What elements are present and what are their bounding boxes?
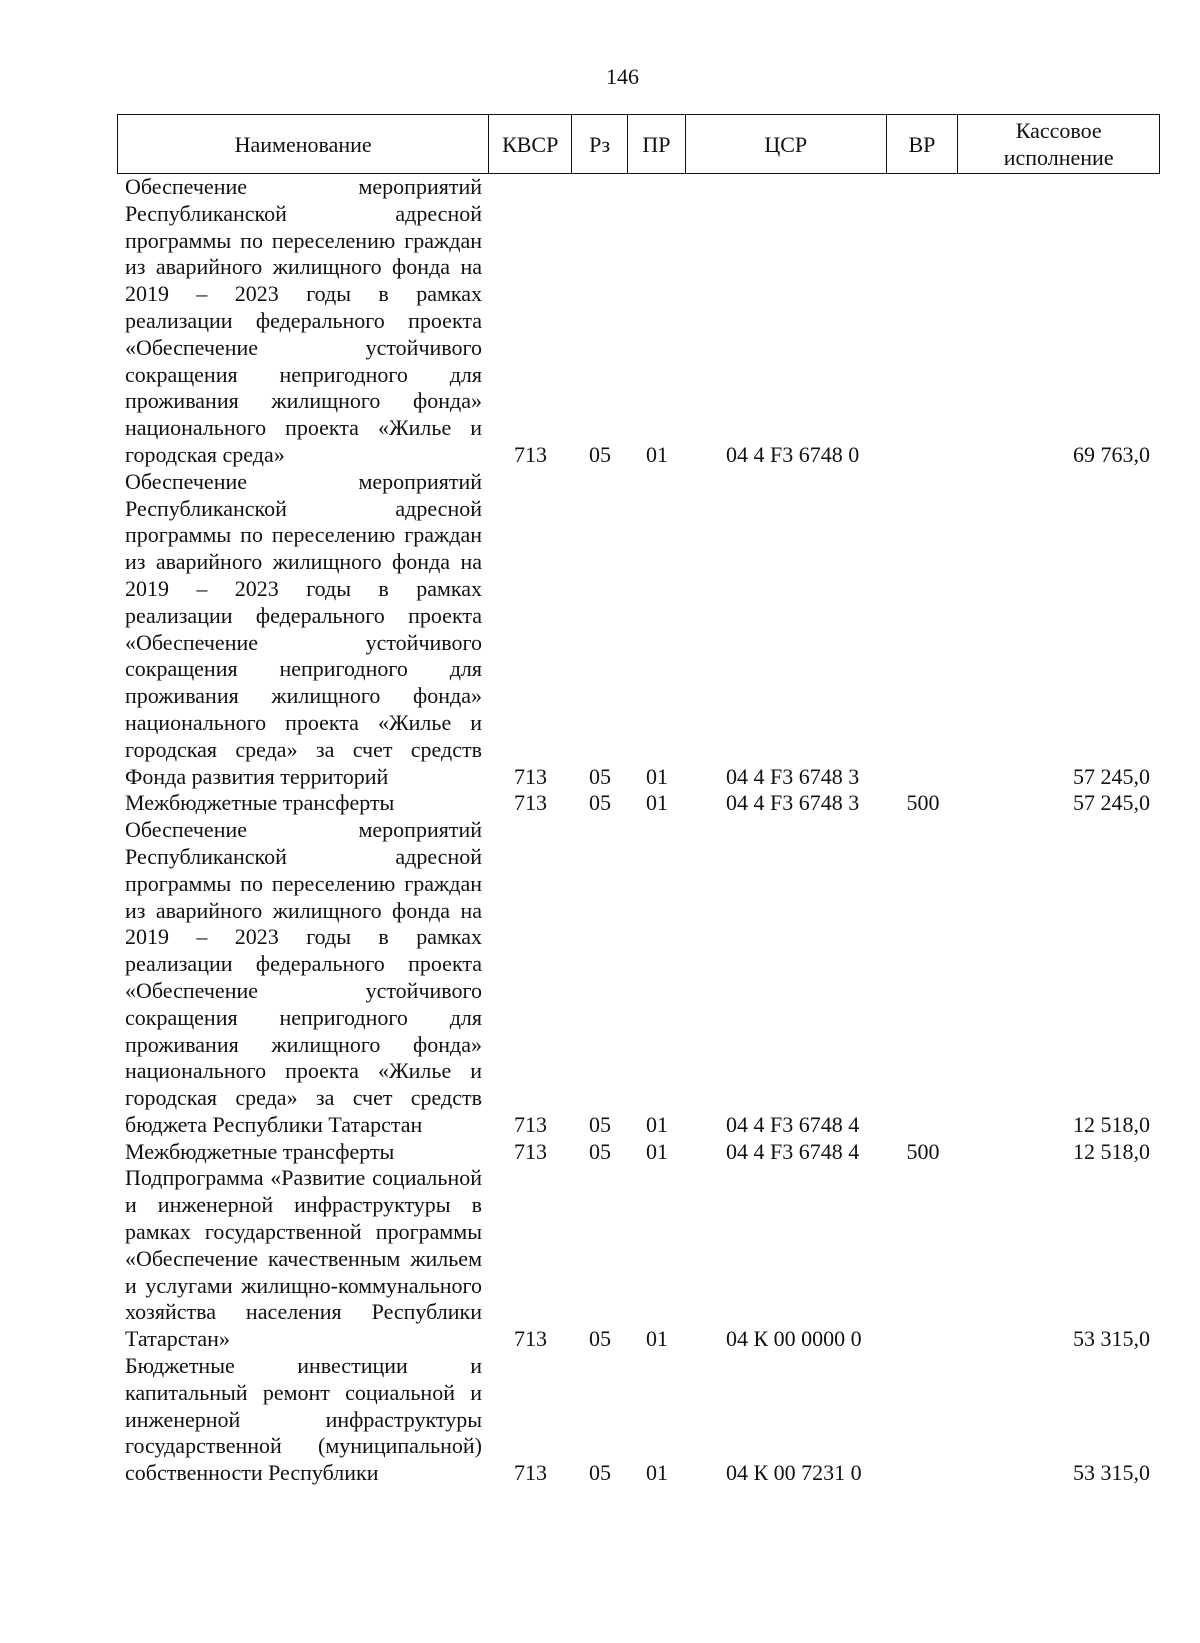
row-name: Обеспечение мероприятий Республиканской адресной программы по переселению граждан из аварийного жилищного фонда на 2019 – 2023 годы в рамках реализации федерального проекта «Обеспечение устойчивого сокращения непригодного для проживания жилищного фонда» национального проекта «Жилье и городская среда» xyxy=(125,174,482,467)
row-exec: 53 315,0 xyxy=(1073,1326,1150,1352)
row-vr: 500 xyxy=(906,790,940,816)
header-name: Наименование xyxy=(118,115,489,173)
row-exec: 12 518,0 xyxy=(1073,1111,1150,1137)
row-exec: 57 245,0 xyxy=(1073,790,1150,816)
row-exec: 53 315,0 xyxy=(1073,1460,1150,1486)
table-row xyxy=(117,1353,1160,1487)
row-csr: 04 4 F3 6748 3 xyxy=(726,790,860,816)
row-name: Подпрограмма «Развитие социальной и инженерной инфраструктуры в рамках государственной программы «Обеспечение качественным жильем и услугами жилищно-коммунального хозяйства населения Республики Татарстан» xyxy=(125,1165,482,1352)
row-rz: 05 xyxy=(589,1460,611,1486)
page-number: 146 xyxy=(606,64,639,89)
row-pr: 01 xyxy=(646,790,668,816)
header-pr: ПР xyxy=(628,115,686,173)
row-kvsr: 713 xyxy=(514,790,547,816)
table-body xyxy=(117,174,1160,1487)
table-row xyxy=(117,790,1160,817)
table-row xyxy=(117,469,1160,791)
row-pr: 01 xyxy=(646,1111,668,1137)
row-exec: 69 763,0 xyxy=(1073,441,1150,467)
row-csr: 04 К 00 7231 0 xyxy=(726,1460,862,1486)
row-name: Обеспечение мероприятий Республиканской адресной программы по переселению граждан из аварийного жилищного фонда на 2019 – 2023 годы в рамках реализации федерального проекта «Обеспечение устойчивого сокращения непригодного для проживания жилищного фонда» национального проекта «Жилье и городская среда» за счет средств Фонда развития территорий xyxy=(125,468,482,789)
row-pr: 01 xyxy=(646,1138,668,1164)
row-name: Межбюджетные трансферты xyxy=(125,790,395,816)
table-row xyxy=(117,174,1160,469)
row-csr: 04 4 F3 6748 4 xyxy=(726,1138,860,1164)
row-vr: 500 xyxy=(906,1138,940,1164)
row-csr: 04 4 F3 6748 4 xyxy=(726,1111,860,1137)
header-csr: ЦСР xyxy=(686,115,887,173)
row-csr: 04 4 F3 6748 0 xyxy=(726,441,860,467)
row-exec: 57 245,0 xyxy=(1073,763,1150,789)
header-exec: Кассовое исполнение xyxy=(1003,118,1114,170)
row-kvsr: 713 xyxy=(514,1138,547,1164)
row-rz: 05 xyxy=(589,1326,611,1352)
table-row xyxy=(117,817,1160,1139)
row-exec: 12 518,0 xyxy=(1073,1138,1150,1164)
row-kvsr: 713 xyxy=(514,441,547,467)
row-name: Обеспечение мероприятий Республиканской адресной программы по переселению граждан из аварийного жилищного фонда на 2019 – 2023 годы в рамках реализации федерального проекта «Обеспечение устойчивого сокращения непригодного для проживания жилищного фонда» национального проекта «Жилье и городская среда» за счет средств бюджета Республики Татарстан xyxy=(125,817,482,1137)
row-name: Бюджетные инвестиции и капитальный ремонт социальной и инженерной инфраструктуры государственной (муниципальной) собственности Республики xyxy=(125,1353,482,1486)
row-pr: 01 xyxy=(646,763,668,789)
row-csr: 04 К 00 0000 0 xyxy=(726,1326,862,1352)
header-vr: ВР xyxy=(887,115,959,173)
row-rz: 05 xyxy=(589,441,611,467)
table-header xyxy=(117,114,1160,174)
row-csr: 04 4 F3 6748 3 xyxy=(726,763,860,789)
row-name: Межбюджетные трансферты xyxy=(125,1138,395,1164)
row-rz: 05 xyxy=(589,790,611,816)
row-kvsr: 713 xyxy=(514,1326,547,1352)
table-row xyxy=(117,1165,1160,1353)
row-pr: 01 xyxy=(646,1326,668,1352)
row-pr: 01 xyxy=(646,441,668,467)
row-kvsr: 713 xyxy=(514,763,547,789)
row-rz: 05 xyxy=(589,1111,611,1137)
table-row xyxy=(117,1139,1160,1166)
row-pr: 01 xyxy=(646,1460,668,1486)
row-kvsr: 713 xyxy=(514,1111,547,1137)
row-rz: 05 xyxy=(589,763,611,789)
header-rz: Рз xyxy=(572,115,628,173)
row-rz: 05 xyxy=(589,1138,611,1164)
row-kvsr: 713 xyxy=(514,1460,547,1486)
header-kvsr: КВСР xyxy=(489,115,572,173)
